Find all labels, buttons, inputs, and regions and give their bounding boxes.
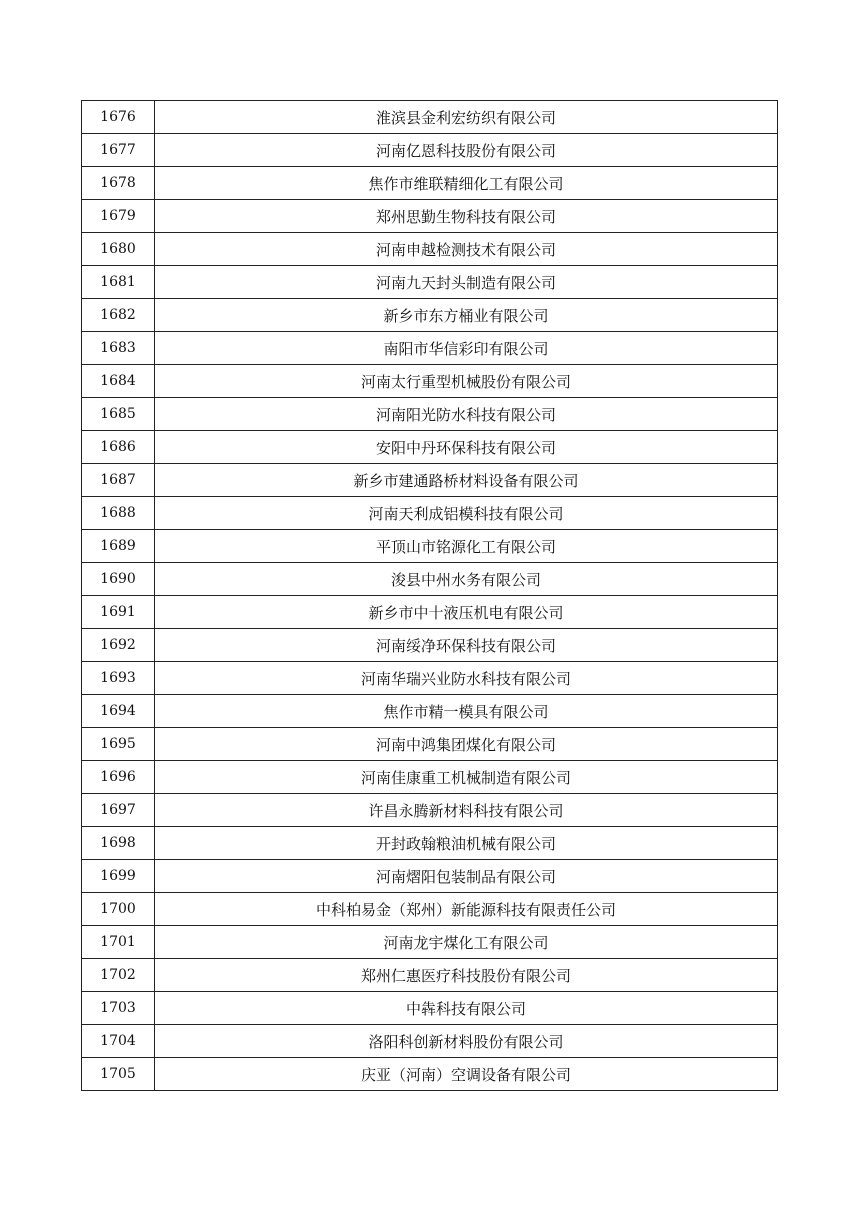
row-number-cell: 1696	[82, 761, 155, 794]
row-number-cell: 1680	[82, 233, 155, 266]
table-row	[82, 497, 778, 530]
table-row	[82, 794, 778, 827]
company-name-cell: 淮滨县金利宏纺织有限公司	[155, 101, 778, 134]
company-name-cell: 中科柏易金（郑州）新能源科技有限责任公司	[155, 893, 778, 926]
company-list-table	[81, 100, 778, 1091]
row-number-cell: 1699	[82, 860, 155, 893]
table-row	[82, 893, 778, 926]
row-number-cell: 1702	[82, 959, 155, 992]
company-name-cell: 河南华瑞兴业防水科技有限公司	[155, 662, 778, 695]
table-row	[82, 1058, 778, 1091]
company-name-cell: 南阳市华信彩印有限公司	[155, 332, 778, 365]
table-row	[82, 101, 778, 134]
company-name-cell: 中犇科技有限公司	[155, 992, 778, 1025]
row-number-cell: 1678	[82, 167, 155, 200]
company-name-cell: 河南亿恩科技股份有限公司	[155, 134, 778, 167]
company-name-cell: 安阳中丹环保科技有限公司	[155, 431, 778, 464]
company-name-cell: 庆亚（河南）空调设备有限公司	[155, 1058, 778, 1091]
company-name-cell: 开封政翰粮油机械有限公司	[155, 827, 778, 860]
table-body	[82, 101, 778, 1091]
company-name-cell: 河南中鸿集团煤化有限公司	[155, 728, 778, 761]
company-name-cell: 河南佳康重工机械制造有限公司	[155, 761, 778, 794]
company-name-cell: 河南龙宇煤化工有限公司	[155, 926, 778, 959]
row-number-cell: 1698	[82, 827, 155, 860]
table-row	[82, 299, 778, 332]
row-number-cell: 1690	[82, 563, 155, 596]
table-row	[82, 926, 778, 959]
table-row	[82, 233, 778, 266]
table-row	[82, 728, 778, 761]
row-number-cell: 1691	[82, 596, 155, 629]
row-number-cell: 1677	[82, 134, 155, 167]
table-row	[82, 662, 778, 695]
row-number-cell: 1692	[82, 629, 155, 662]
table-row	[82, 167, 778, 200]
company-name-cell: 许昌永腾新材料科技有限公司	[155, 794, 778, 827]
row-number-cell: 1701	[82, 926, 155, 959]
company-name-cell: 河南绥净环保科技有限公司	[155, 629, 778, 662]
row-number-cell: 1683	[82, 332, 155, 365]
table-row	[82, 530, 778, 563]
company-name-cell: 河南熠阳包装制品有限公司	[155, 860, 778, 893]
company-name-cell: 平顶山市铭源化工有限公司	[155, 530, 778, 563]
table-row	[82, 332, 778, 365]
table-row	[82, 992, 778, 1025]
table-row	[82, 398, 778, 431]
table-row	[82, 761, 778, 794]
table-row	[82, 827, 778, 860]
row-number-cell: 1689	[82, 530, 155, 563]
table-row	[82, 365, 778, 398]
table-row	[82, 431, 778, 464]
table-row	[82, 200, 778, 233]
company-name-cell: 新乡市东方桶业有限公司	[155, 299, 778, 332]
row-number-cell: 1695	[82, 728, 155, 761]
company-name-cell: 新乡市建通路桥材料设备有限公司	[155, 464, 778, 497]
row-number-cell: 1681	[82, 266, 155, 299]
company-name-cell: 焦作市精一模具有限公司	[155, 695, 778, 728]
table-row	[82, 1025, 778, 1058]
company-name-cell: 浚县中州水务有限公司	[155, 563, 778, 596]
company-name-cell: 新乡市中十液压机电有限公司	[155, 596, 778, 629]
company-name-cell: 郑州仁惠医疗科技股份有限公司	[155, 959, 778, 992]
table-row	[82, 134, 778, 167]
table-row	[82, 596, 778, 629]
row-number-cell: 1704	[82, 1025, 155, 1058]
table-row	[82, 860, 778, 893]
company-name-cell: 河南阳光防水科技有限公司	[155, 398, 778, 431]
row-number-cell: 1687	[82, 464, 155, 497]
company-name-cell: 河南申越检测技术有限公司	[155, 233, 778, 266]
company-name-cell: 焦作市维联精细化工有限公司	[155, 167, 778, 200]
table-row	[82, 695, 778, 728]
table-row	[82, 959, 778, 992]
company-name-cell: 洛阳科创新材料股份有限公司	[155, 1025, 778, 1058]
row-number-cell: 1700	[82, 893, 155, 926]
row-number-cell: 1686	[82, 431, 155, 464]
row-number-cell: 1684	[82, 365, 155, 398]
row-number-cell: 1676	[82, 101, 155, 134]
table-row	[82, 563, 778, 596]
row-number-cell: 1693	[82, 662, 155, 695]
row-number-cell: 1705	[82, 1058, 155, 1091]
company-name-cell: 河南九天封头制造有限公司	[155, 266, 778, 299]
company-name-cell: 河南天利成铝模科技有限公司	[155, 497, 778, 530]
row-number-cell: 1703	[82, 992, 155, 1025]
company-name-cell: 河南太行重型机械股份有限公司	[155, 365, 778, 398]
company-name-cell: 郑州思勤生物科技有限公司	[155, 200, 778, 233]
table-row	[82, 629, 778, 662]
row-number-cell: 1682	[82, 299, 155, 332]
row-number-cell: 1697	[82, 794, 155, 827]
row-number-cell: 1694	[82, 695, 155, 728]
row-number-cell: 1679	[82, 200, 155, 233]
row-number-cell: 1685	[82, 398, 155, 431]
table-row	[82, 464, 778, 497]
table-row	[82, 266, 778, 299]
row-number-cell: 1688	[82, 497, 155, 530]
